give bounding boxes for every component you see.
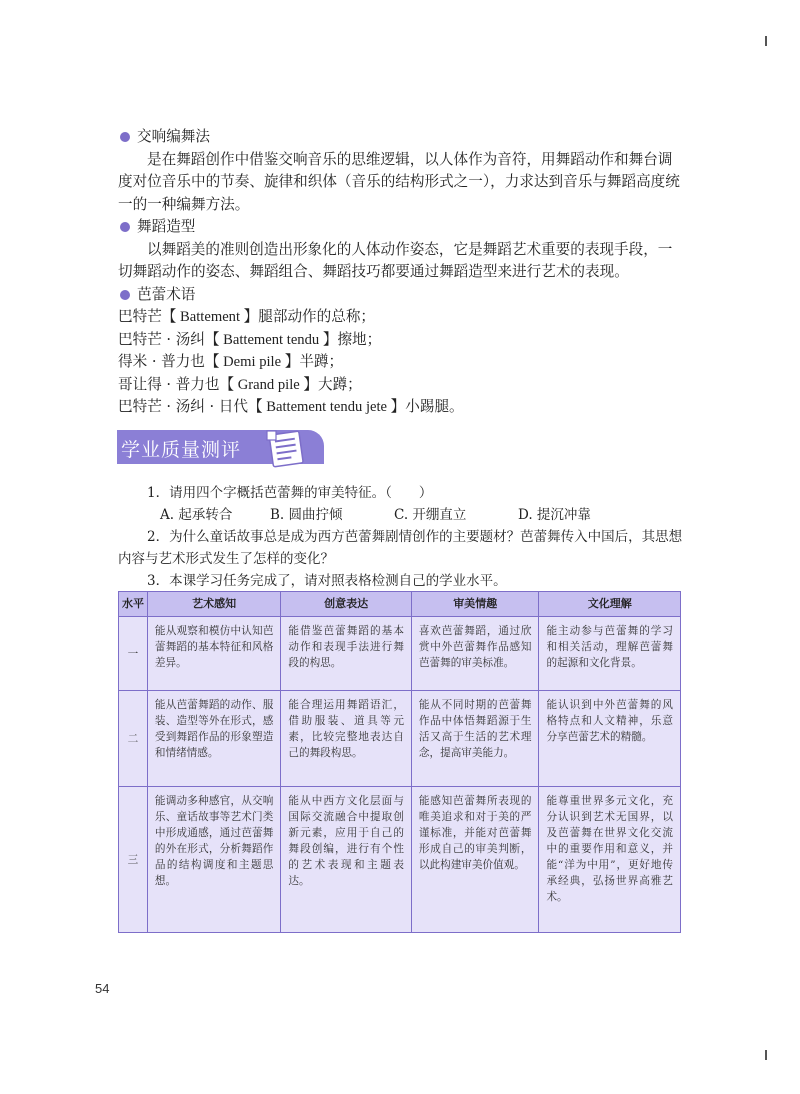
option-c: C. 开绷直立 [394,507,467,523]
ballet-term-zh: 得米 · 普力也 [118,353,205,370]
crop-mark-top-right [765,36,767,46]
document-list-icon [263,427,309,469]
table-row [119,787,681,933]
level-cell: 一 [119,617,148,691]
ballet-term-zh: 巴特芒 · 汤纠 [118,330,205,348]
table-header-row [119,592,681,617]
term-heading-text: 舞蹈造型 [137,218,196,235]
table-row [119,691,681,787]
term-description: 以舞蹈美的准则创造出形象化的人体动作姿态，它是舞蹈艺术重要的表现手段，一切舞蹈动作的姿态、舞蹈组合、舞蹈技巧都要通过舞蹈造型来进行艺术的表现。 [118,240,673,280]
level-cell: 三 [119,787,148,933]
page-number: 54 [95,981,110,996]
term-heading-text: 交响编舞法 [137,128,210,145]
ballet-term-en: 【 Battement 】 [161,309,259,325]
question-2: 2．为什么童话故事总是成为西方芭蕾舞剧情创作的主要题材？芭蕾舞传入中国后，其思想内容与艺术形式发生了怎样的变化？ [118,529,683,567]
ballet-term [118,329,683,352]
table-cell: 喜欢芭蕾舞蹈，通过欣赏中外芭蕾舞作品感知芭蕾舞的审美标准。 [411,617,539,691]
ballet-term-desc: 小踢腿。 [405,398,464,415]
term-heading [118,126,683,149]
term-heading [118,216,683,239]
ballet-term [118,351,683,374]
option-d: D. 提沉冲靠 [518,507,591,523]
table-cell: 能感知芭蕾舞所表现的唯美追求和对于美的严谨标准，并能对芭蕾舞形成自己的审美判断，以此构建审美价值观。 [411,787,539,933]
table-cell: 能从观察和模仿中认知芭蕾舞蹈的基本特征和风格差异。 [147,617,281,691]
ballet-term-zh: 巴特芒 [118,308,162,325]
ballet-term-en: 【 Battement tendu 】 [204,331,338,348]
header-cultural-understanding: 文化理解 [539,592,681,617]
ballet-term-zh: 巴特芒 · 汤纠 · 日代 [118,398,248,415]
ballet-term-en: 【 Battement tendu jete 】 [248,399,406,415]
table-cell: 能从不同时期的芭蕾舞作品中体悟舞蹈源于生活又高于生活的艺术理念，提高审美能力。 [411,691,539,787]
bullet-dot-icon [120,222,130,232]
term-heading-text: 芭蕾术语 [137,285,196,303]
ballet-term-zh: 哥让得 · 普力也 [118,375,220,393]
crop-mark-bottom-right [765,1050,767,1060]
table-cell: 能认识到中外芭蕾舞的风格特点和人文精神，乐意分享芭蕾艺术的精髓。 [539,691,681,787]
option-b: B. 圆曲拧倾 [270,507,343,523]
table-cell: 能借鉴芭蕾舞蹈的基本动作和表现手法进行舞段的构思。 [281,617,412,691]
level-cell: 二 [119,691,148,787]
header-art-perception: 艺术感知 [147,592,281,617]
header-aesthetic-taste: 审美情趣 [411,592,539,617]
table-cell: 能调动多种感官，从交响乐、童话故事等艺术门类中形成通感，通过芭蕾舞的外在形式，分析舞蹈作品的结构调度和主题思想。 [147,787,281,933]
bullet-dot-icon [120,290,130,300]
section-banner [117,430,324,464]
table-cell: 能主动参与芭蕾舞的学习和相关活动，理解芭蕾舞的起源和文化背景。 [539,617,681,691]
term-heading [118,284,683,307]
glossary [118,126,683,419]
ballet-term [118,396,683,419]
ballet-term-desc: 大蹲； [317,375,362,393]
table-row [119,617,681,691]
question-3: 3．本课学习任务完成了，请对照表格检测自己的学业水平。 [147,573,507,589]
quiz-questions [118,482,683,592]
table-cell: 能合理运用舞蹈语汇，借助服装、道具等元素，比较完整地表达自己的舞段构思。 [281,691,412,787]
ballet-term-en: 【 Demi pile 】 [204,354,300,370]
ballet-term-desc: 腿部动作的总称； [258,308,376,325]
evaluation-table [118,591,681,933]
bullet-dot-icon [120,132,130,142]
ballet-term-desc: 半蹲； [299,353,344,370]
header-level: 水平 [119,592,148,617]
ballet-term [118,306,683,329]
question-1-options [118,504,683,526]
term-description: 是在舞蹈创作中借鉴交响音乐的思维逻辑，以人体作为音符，用舞蹈动作和舞台调度对位音乐中的节奏、旋律和织体（音乐的结构形式之一），力求达到音乐与舞蹈高度统一的一种编舞方法。 [118,150,680,213]
option-a: A. 起承转合 [160,507,233,523]
section-title: 学业质量测评 [121,439,242,461]
ballet-term-en: 【 Grand pile 】 [219,376,318,393]
table-cell: 能尊重世界多元文化，充分认识到艺术无国界，以及芭蕾舞在世界文化交流中的重要作用和意义，并能“洋为中用”，更好地传承经典，弘扬世界高雅艺术。 [539,787,681,933]
table-cell: 能从芭蕾舞蹈的动作、服装、造型等外在形式，感受到舞蹈作品的形象塑造和情绪情感。 [147,691,281,787]
header-creative-expression: 创意表达 [281,592,412,617]
ballet-term [118,374,683,397]
question-1: 1．请用四个字概括芭蕾舞的审美特征。（ ） [147,485,433,501]
ballet-term-desc: 擦地； [337,330,382,348]
table-cell: 能从中西方文化层面与国际交流融合中提取创新元素，应用于自己的舞段创编，进行有个性的艺术表现和主题表达。 [281,787,412,933]
